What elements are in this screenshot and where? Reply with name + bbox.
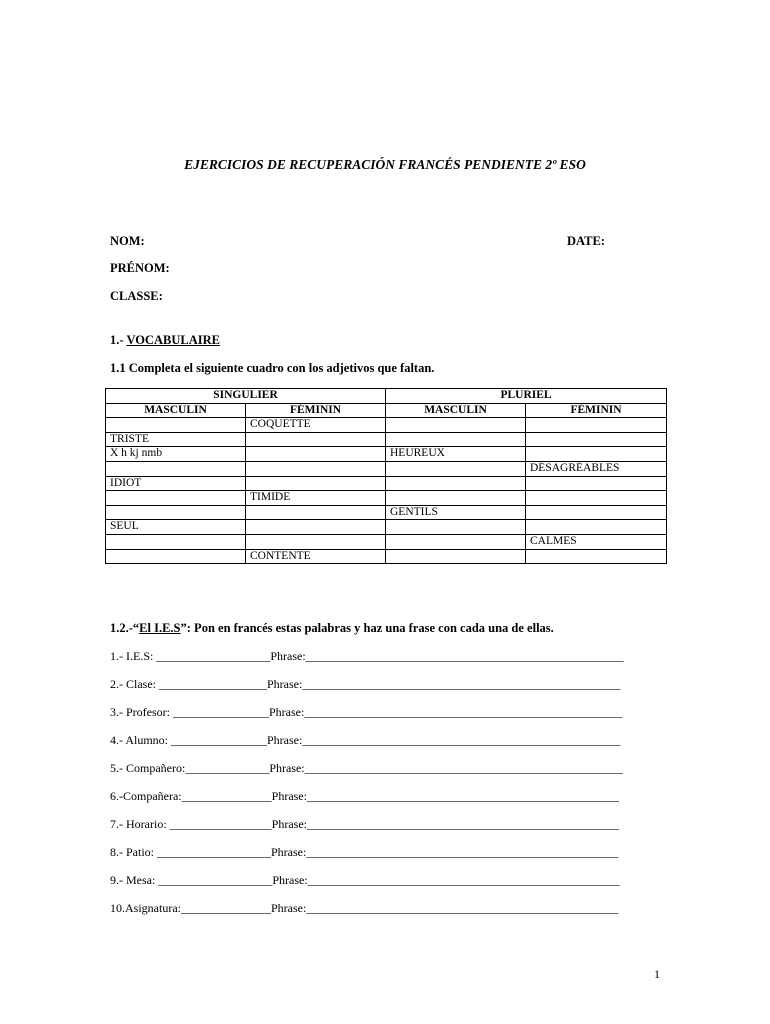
table-cell: CALMES <box>526 534 667 549</box>
table-cell-empty[interactable] <box>386 520 526 535</box>
section12-heading <box>110 621 554 636</box>
table-cell: IDIOT <box>106 476 246 491</box>
table-cell-empty[interactable] <box>386 476 526 491</box>
table-cell: CONTENTE <box>246 549 386 564</box>
exercise-line[interactable]: 7.- Horario: _________________Phrase:____________________________________________________ <box>110 817 619 831</box>
table-cell-empty[interactable] <box>246 505 386 520</box>
table-cell: SEUL <box>106 520 246 535</box>
section1-heading <box>110 333 220 348</box>
table-cell-empty[interactable] <box>526 549 667 564</box>
prenom-label: PRÉNOM: <box>110 261 170 275</box>
column-header: MASCULIN <box>106 403 246 418</box>
exercise-line[interactable]: 10.Asignatura:_______________Phrase:____________________________________________________ <box>110 901 619 915</box>
table-cell: HEUREUX <box>386 447 526 462</box>
table-row <box>106 476 667 491</box>
section1-sub-number: 1.1 <box>110 361 129 375</box>
table-cell-empty[interactable] <box>526 418 667 433</box>
table-row <box>106 418 667 433</box>
table-cell-empty[interactable] <box>526 447 667 462</box>
table-cell-empty[interactable] <box>386 418 526 433</box>
group-header-singulier: SINGULIER <box>106 389 386 404</box>
table-row <box>106 520 667 535</box>
section1-title: VOCABULAIRE <box>126 333 220 347</box>
group-header-pluriel: PLURIEL <box>386 389 667 404</box>
section1-instruction-text: Completa el siguiente cuadro con los adjetivos que faltan. <box>128 361 435 375</box>
table-cell: TRISTE <box>106 432 246 447</box>
table-cell-empty[interactable] <box>246 476 386 491</box>
table-cell-empty[interactable] <box>246 447 386 462</box>
table-cell: X h kj nmb <box>106 447 246 462</box>
section1-number: 1.- <box>110 333 127 347</box>
table-cell-empty[interactable] <box>386 491 526 506</box>
exercise-line[interactable]: 8.- Patio: ___________________Phrase:____________________________________________________ <box>110 845 619 859</box>
table-cell-empty[interactable] <box>106 491 246 506</box>
table-cell-empty[interactable] <box>386 534 526 549</box>
exercise-line[interactable]: 2.- Clase: __________________Phrase:_____________________________________________________ <box>110 677 621 691</box>
vocabulary-table <box>105 388 667 564</box>
table-cell-empty[interactable] <box>386 461 526 476</box>
page-number: 1 <box>654 967 660 981</box>
classe-label: CLASSE: <box>110 289 163 303</box>
section12-prefix: 1.2.-“ <box>110 621 140 635</box>
table-cell: DÉSAGRÉABLES <box>526 461 667 476</box>
column-header: FÉMININ <box>526 403 667 418</box>
exercise-line[interactable]: 3.- Profesor: ________________Phrase:_____________________________________________________ <box>110 705 623 719</box>
table-cell-empty[interactable] <box>106 534 246 549</box>
table-cell-empty[interactable] <box>526 520 667 535</box>
table-cell-empty[interactable] <box>246 432 386 447</box>
table-column-header-row <box>106 403 667 418</box>
exercise-line[interactable]: 1.- I.E.S: ___________________Phrase:_____________________________________________________ <box>110 649 624 663</box>
table-cell: COQUETTE <box>246 418 386 433</box>
section12-underlined: El I.E.S <box>139 621 181 635</box>
table-cell-empty[interactable] <box>526 476 667 491</box>
table-group-header-row <box>106 389 667 404</box>
table-cell-empty[interactable] <box>526 432 667 447</box>
table-row <box>106 447 667 462</box>
table-row <box>106 432 667 447</box>
section1-instruction <box>110 361 434 376</box>
exercise-line[interactable]: 5.- Compañero:______________Phrase:_____________________________________________________ <box>110 761 623 775</box>
table-cell: TIMIDE <box>246 491 386 506</box>
table-cell-empty[interactable] <box>386 549 526 564</box>
exercise-line[interactable]: 6.-Compañera:_______________Phrase:____________________________________________________ <box>110 789 619 803</box>
table-cell-empty[interactable] <box>246 520 386 535</box>
section12-suffix: ”: Pon en francés estas palabras y haz una frase con cada una de ellas. <box>180 621 554 635</box>
table-cell-empty[interactable] <box>106 549 246 564</box>
column-header: MASCULIN <box>386 403 526 418</box>
table-row <box>106 534 667 549</box>
table-cell-empty[interactable] <box>526 505 667 520</box>
nom-label: NOM: <box>110 234 145 248</box>
table-row <box>106 461 667 476</box>
column-header: FÉMININ <box>246 403 386 418</box>
document-title: EJERCICIOS DE RECUPERACIÓN FRANCÉS PENDIENTE 2º ESO <box>184 157 586 172</box>
table-cell: GENTILS <box>386 505 526 520</box>
table-cell-empty[interactable] <box>106 418 246 433</box>
exercise-line[interactable]: 9.- Mesa: ___________________Phrase:____________________________________________________ <box>110 873 620 887</box>
date-label: DATE: <box>567 234 605 248</box>
table-cell-empty[interactable] <box>106 461 246 476</box>
table-row <box>106 491 667 506</box>
table-cell-empty[interactable] <box>386 432 526 447</box>
exercise-line[interactable]: 4.- Alumno: ________________Phrase:_____________________________________________________ <box>110 733 621 747</box>
table-cell-empty[interactable] <box>246 534 386 549</box>
table-cell-empty[interactable] <box>246 461 386 476</box>
table-row <box>106 549 667 564</box>
table-cell-empty[interactable] <box>526 491 667 506</box>
table-row <box>106 505 667 520</box>
table-cell-empty[interactable] <box>106 505 246 520</box>
